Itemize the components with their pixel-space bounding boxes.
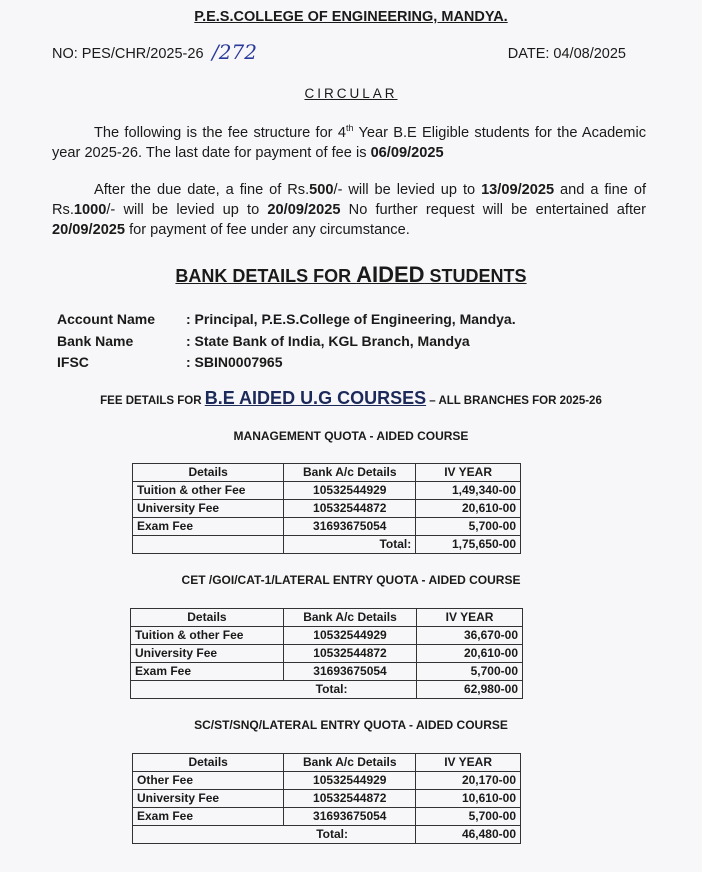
fee-amount: 5,700-00 — [417, 663, 523, 681]
total-amount: 1,75,650-00 — [416, 536, 521, 554]
table-row — [133, 482, 521, 500]
total-label: Total: — [133, 826, 416, 844]
bank-name-row: Bank Name : State Bank of India, KGL Branch, Mandya — [57, 333, 470, 349]
column-header: IV YEAR — [416, 754, 521, 772]
column-header: IV YEAR — [416, 464, 521, 482]
total-amount: 62,980-00 — [417, 681, 523, 699]
column-header: Bank A/c Details — [284, 464, 416, 482]
fee-detail: Exam Fee — [131, 663, 284, 681]
table-row — [131, 627, 523, 645]
total-row — [133, 826, 521, 844]
cet-quota-heading: CET /GOI/CAT-1/LATERAL ENTRY QUOTA - AIDED COURSE — [181, 573, 521, 587]
fee-amount: 20,610-00 — [417, 645, 523, 663]
reference-number: NO: PES/CHR/2025-26 — [52, 46, 204, 62]
column-header: Details — [131, 609, 284, 627]
column-header: Details — [133, 754, 284, 772]
total-amount: 46,480-00 — [416, 826, 521, 844]
handwritten-number: /272 — [212, 40, 257, 64]
fee-amount: 36,670-00 — [417, 627, 523, 645]
management-quota-table — [132, 463, 521, 554]
table-header-row — [131, 609, 523, 627]
column-header: IV YEAR — [417, 609, 523, 627]
column-header: Bank A/c Details — [283, 609, 416, 627]
fee-amount: 5,700-00 — [416, 518, 521, 536]
sc-st-quota-heading: SC/ST/SNQ/LATERAL ENTRY QUOTA - AIDED COURSE — [194, 718, 508, 732]
table-header-row — [133, 754, 521, 772]
account-name-row: Account Name : Principal, P.E.S.College of Engineering, Mandya. — [57, 311, 516, 327]
bank-account-number: 10532544929 — [284, 772, 416, 790]
column-header: Bank A/c Details — [284, 754, 416, 772]
bank-account-number: 10532544872 — [284, 790, 416, 808]
paragraph-fee-structure: The following is the fee structure for 4th Year B.E Eligible students for the Academic year 2025-26. The last date for payment of fee is 06/09/2025 — [52, 123, 646, 161]
bank-account-number: 10532544872 — [283, 645, 416, 663]
sc-st-quota-table — [132, 753, 521, 844]
fee-amount: 20,610-00 — [416, 500, 521, 518]
circular-heading: CIRCULAR — [304, 86, 398, 101]
bank-account-number: 10532544929 — [283, 627, 416, 645]
fee-detail: University Fee — [131, 645, 284, 663]
table-row — [133, 772, 521, 790]
total-label: Total: — [131, 681, 417, 699]
fee-detail: Tuition & other Fee — [133, 482, 284, 500]
table-row — [133, 790, 521, 808]
fee-detail: University Fee — [133, 500, 284, 518]
paragraph-fine: After the due date, a fine of Rs.500/- will be levied up to 13/09/2025 and a fine of Rs.1000/- will be levied up to 20/09/2025 No further request will be entertained after 20/09/2025 for payment of fee under any circumstance. — [52, 182, 647, 238]
fee-detail: Exam Fee — [133, 518, 284, 536]
fee-amount: 1,49,340-00 — [416, 482, 521, 500]
table-row — [133, 518, 521, 536]
table-row — [131, 663, 523, 681]
table-header-row — [133, 464, 521, 482]
table-row — [131, 645, 523, 663]
circular-date: DATE: 04/08/2025 — [507, 46, 626, 62]
bank-account-number: 31693675054 — [284, 518, 416, 536]
ifsc-row: IFSC : SBIN0007965 — [57, 354, 283, 370]
bank-account-number: 31693675054 — [283, 663, 416, 681]
bank-details-heading: BANK DETAILS FOR AIDED STUDENTS — [175, 262, 527, 287]
fee-detail: University Fee — [133, 790, 284, 808]
fee-detail: Exam Fee — [133, 808, 284, 826]
empty-cell — [133, 536, 284, 554]
fee-detail: Other Fee — [133, 772, 284, 790]
fee-amount: 10,610-00 — [416, 790, 521, 808]
fee-amount: 5,700-00 — [416, 808, 521, 826]
bank-account-number: 10532544872 — [284, 500, 416, 518]
fee-detail: Tuition & other Fee — [131, 627, 284, 645]
fee-amount: 20,170-00 — [416, 772, 521, 790]
total-row — [131, 681, 523, 699]
cet-quota-table — [130, 608, 523, 699]
total-label: Total: — [284, 536, 416, 554]
table-row — [133, 500, 521, 518]
bank-account-number: 31693675054 — [284, 808, 416, 826]
column-header: Details — [133, 464, 284, 482]
management-quota-heading: MANAGEMENT QUOTA - AIDED COURSE — [233, 429, 469, 443]
fee-details-heading: FEE DETAILS FOR B.E AIDED U.G COURSES – ALL BRANCHES FOR 2025-26 — [100, 388, 602, 408]
table-row — [133, 808, 521, 826]
bank-account-number: 10532544929 — [284, 482, 416, 500]
total-row — [133, 536, 521, 554]
college-title: P.E.S.COLLEGE OF ENGINEERING, MANDYA. — [194, 9, 508, 25]
